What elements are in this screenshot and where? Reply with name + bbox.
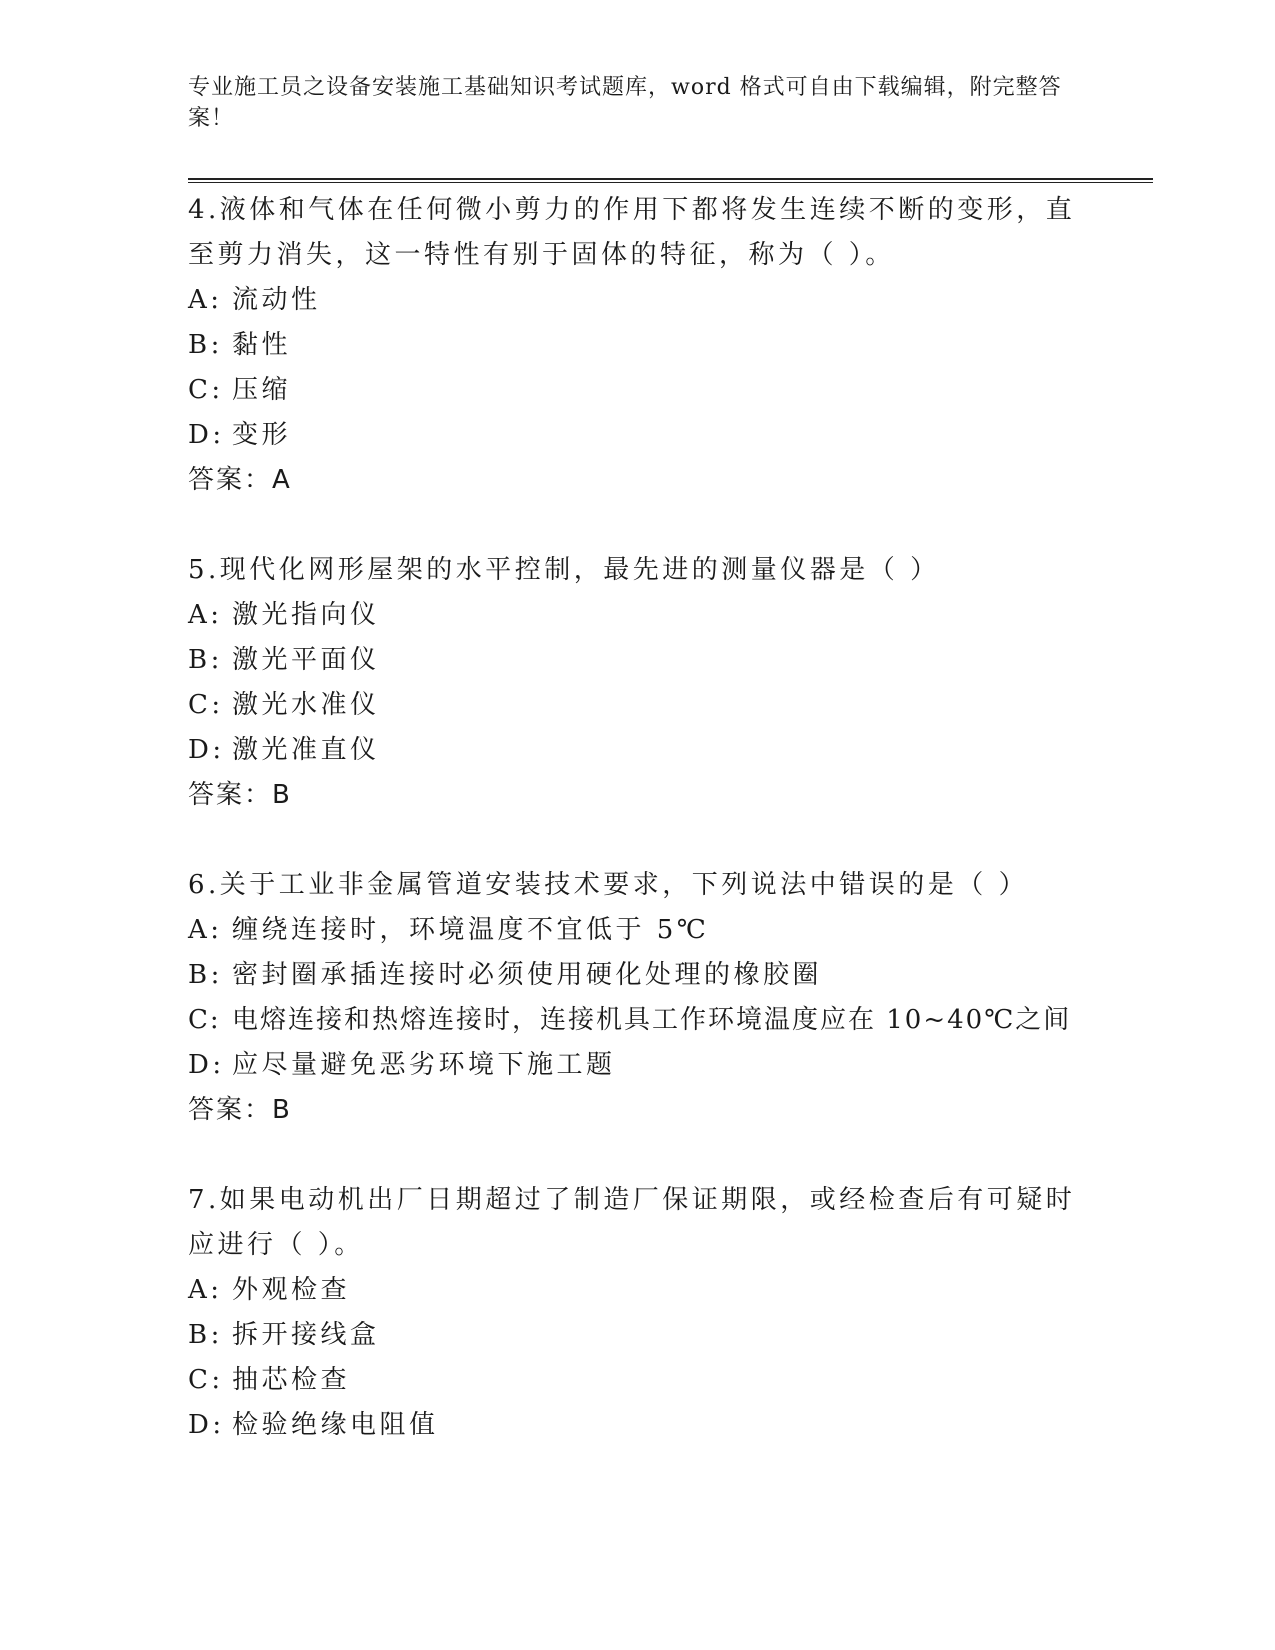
option-a [188, 1268, 1088, 1313]
option-text: 应尽量避免恶劣环境下施工题 [232, 1050, 616, 1080]
header-divider-thin [188, 182, 1153, 183]
option-text: 变形 [232, 420, 292, 450]
option-text: 密封圈承插连接时必须使用硬化处理的橡胶圈 [232, 960, 823, 990]
question-list [188, 188, 1088, 1448]
option-d [188, 1403, 1088, 1448]
option-key: D: [188, 1410, 225, 1440]
answer-line: 答案：B [188, 780, 292, 810]
option-text: 激光指向仪 [232, 600, 380, 630]
question-block [188, 548, 1088, 818]
option-key: B: [188, 330, 223, 360]
question-text: 4.液体和气体在任何微小剪力的作用下都将发生连续不断的变形，直至剪力消失，这一特性有别于固体的特征，称为（ ）。 [188, 195, 1076, 270]
option-key: B: [188, 1320, 223, 1350]
header-divider-thick [188, 178, 1153, 180]
option-b [188, 953, 1088, 998]
question-block [188, 188, 1088, 503]
option-c [188, 683, 1088, 728]
option-d [188, 728, 1088, 773]
option-key: D: [188, 420, 225, 450]
option-b [188, 1313, 1088, 1358]
option-text: 抽芯检查 [232, 1365, 351, 1395]
option-key: D: [188, 1050, 225, 1080]
option-text: 缠绕连接时，环境温度不宜低于 5℃ [232, 915, 710, 945]
option-b [188, 638, 1088, 683]
option-text: 激光水准仪 [232, 690, 380, 720]
option-a [188, 278, 1088, 323]
option-d [188, 413, 1088, 458]
option-text: 激光平面仪 [232, 645, 380, 675]
option-text: 检验绝缘电阻值 [232, 1410, 439, 1440]
option-key: C: [188, 1365, 224, 1395]
option-key: A: [188, 285, 223, 315]
option-key: C: [188, 1005, 221, 1035]
option-a [188, 593, 1088, 638]
option-text: 拆开接线盒 [232, 1320, 380, 1350]
option-c [188, 998, 1088, 1043]
option-text: 激光准直仪 [232, 735, 380, 765]
answer-line: 答案：A [188, 465, 292, 495]
document-header: 专业施工员之设备安装施工基础知识考试题库，word 格式可自由下载编辑，附完整答案！ [188, 75, 1062, 131]
option-key: D: [188, 735, 225, 765]
question-spacer [188, 1133, 1088, 1178]
option-text: 黏性 [232, 330, 292, 360]
question-block [188, 1178, 1088, 1448]
question-spacer [188, 503, 1088, 548]
question-block [188, 863, 1088, 1133]
option-d [188, 1043, 1088, 1088]
option-key: B: [188, 645, 223, 675]
option-b [188, 323, 1088, 368]
answer-line: 答案：B [188, 1095, 292, 1125]
option-key: C: [188, 375, 224, 405]
option-text: 外观检查 [232, 1275, 351, 1305]
option-text: 压缩 [232, 375, 292, 405]
option-key: C: [188, 690, 224, 720]
option-c [188, 1358, 1088, 1403]
option-key: A: [188, 915, 223, 945]
option-text: 流动性 [232, 285, 321, 315]
option-a [188, 908, 1088, 953]
option-key: B: [188, 960, 223, 990]
option-c [188, 368, 1088, 413]
question-text: 5.现代化网形屋架的水平控制，最先进的测量仪器是（ ） [188, 555, 940, 585]
option-key: A: [188, 1275, 223, 1305]
option-text: 电熔连接和热熔连接时，连接机具工作环境温度应在 10~40℃之间 [232, 1005, 1072, 1035]
question-spacer [188, 818, 1088, 863]
option-key: A: [188, 600, 223, 630]
question-text: 6.关于工业非金属管道安装技术要求，下列说法中错误的是（ ） [188, 870, 1029, 900]
question-text: 7.如果电动机出厂日期超过了制造厂保证期限，或经检查后有可疑时应进行（ ）。 [188, 1185, 1076, 1260]
